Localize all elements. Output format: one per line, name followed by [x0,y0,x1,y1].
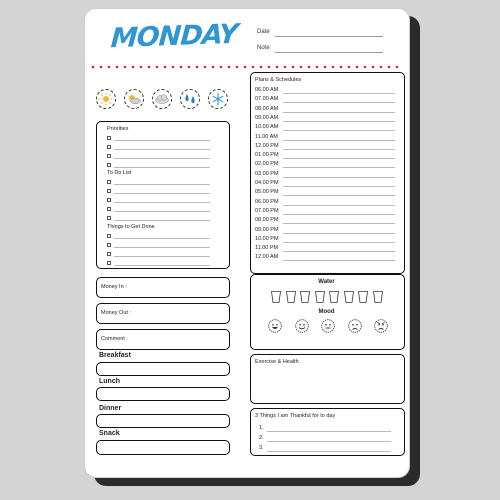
todo-checkbox[interactable] [107,198,111,202]
comment-box[interactable] [96,329,230,350]
schedule-line[interactable] [283,140,395,141]
schedule-time: 10.00 PM [255,235,279,242]
schedule-box [250,72,405,274]
date-line [275,36,383,37]
cloud-icon [152,89,172,109]
exercise-box[interactable] [250,354,405,404]
lunch-label: Lunch [99,378,120,385]
schedule-line[interactable] [283,186,395,187]
todo-label: To Do List [107,170,132,176]
schedule-time: 06.00 AM [255,87,279,93]
angry-face-icon[interactable] [374,319,388,333]
breakfast-box[interactable] [96,362,230,376]
snack-box[interactable] [96,440,230,455]
things-checkbox[interactable] [107,243,111,247]
things-label: Things to Get Done [107,224,155,230]
schedule-time: 01.00 PM [255,152,279,159]
money-out-box[interactable] [96,303,230,324]
snack-label: Snack [99,430,120,437]
things-checkbox[interactable] [107,234,111,238]
priority-checkbox[interactable] [107,163,111,167]
schedule-line[interactable] [283,167,395,168]
schedule-time: 07.00 AM [255,96,279,103]
schedule-line[interactable] [283,214,395,215]
schedule-line[interactable] [283,130,395,131]
priority-line[interactable] [114,167,210,168]
thankful-number: 3. [259,445,264,451]
schedule-time: 05.00 PM [255,189,279,196]
schedule-line[interactable] [283,177,395,178]
water-glass-icon[interactable] [329,290,339,302]
schedule-time: 06.00 PM [255,198,279,205]
schedule-time: 12.00 AM [255,254,279,261]
water-glass-icon[interactable] [358,290,368,302]
water-glass-icon[interactable] [300,290,310,302]
date-label: Date [257,29,270,35]
thankful-number: 2. [259,435,264,441]
schedule-time: 09.00 PM [255,226,279,233]
priority-checkbox[interactable] [107,136,111,140]
things-checkbox[interactable] [107,261,111,265]
lunch-box[interactable] [96,387,230,401]
partly-cloudy-icon [124,89,144,109]
schedule-line[interactable] [283,102,395,103]
note-line [275,52,383,53]
schedule-time: 07.00 PM [255,207,279,214]
things-line[interactable] [114,265,210,266]
schedule-line[interactable] [283,121,395,122]
things-line[interactable] [114,256,210,257]
mood-label: Mood [318,309,335,315]
todo-line[interactable] [114,184,210,185]
schedule-time: 11.00 AM [255,133,278,140]
dinner-box[interactable] [96,414,230,428]
todo-checkbox[interactable] [107,189,111,193]
todo-checkbox[interactable] [107,180,111,184]
breakfast-label: Breakfast [99,352,131,359]
schedule-time: 02.00 PM [255,161,279,168]
schedule-line[interactable] [283,205,395,206]
money-in-box[interactable] [96,277,230,298]
water-glass-icon[interactable] [315,290,325,302]
water-label: Water [318,279,335,285]
tasks-box [96,121,230,269]
todo-checkbox[interactable] [107,216,111,220]
schedule-time: 08.00 PM [255,217,279,224]
schedule-title: Plans & Schedules [255,77,302,83]
schedule-time: 08.00 AM [255,105,279,112]
schedule-time: 04.00 PM [255,180,279,186]
happy-face-icon[interactable] [295,319,309,333]
things-checkbox[interactable] [107,252,111,256]
snowflake-icon [208,89,228,109]
sun-icon [96,89,116,109]
comment-label: Comment : [101,336,128,342]
priority-line[interactable] [114,149,210,150]
todo-line[interactable] [114,211,210,212]
priority-line[interactable] [114,140,210,141]
excited-face-icon[interactable] [268,319,282,333]
things-line[interactable] [114,247,210,248]
thankful-line[interactable] [267,441,391,442]
schedule-line[interactable] [283,149,395,150]
priority-line[interactable] [114,158,210,159]
todo-line[interactable] [114,193,210,194]
water-mood-box [250,274,405,350]
schedule-line[interactable] [283,93,395,94]
schedule-time: 11.00 PM [255,245,279,252]
schedule-line[interactable] [283,233,395,234]
day-title: MONDAY [109,18,239,55]
schedule-time: 03.00 PM [255,170,279,177]
thankful-box [250,408,405,456]
priority-checkbox[interactable] [107,154,111,158]
priorities-label: Priorities [107,126,129,132]
schedule-line[interactable] [283,223,395,224]
rain-drops-icon [180,89,200,109]
thankful-number: 1. [259,425,264,431]
exercise-label: Exercise & Health [255,359,299,365]
schedule-line[interactable] [283,242,395,243]
dotted-divider [91,65,403,69]
thankful-line[interactable] [267,451,391,452]
schedule-time: 10.00 AM [255,124,279,131]
schedule-time: 09.00 AM [255,114,279,121]
schedule-line[interactable] [283,260,395,261]
dinner-label: Dinner [99,405,122,412]
todo-line[interactable] [114,202,210,203]
sad-face-icon[interactable] [348,319,362,333]
schedule-line[interactable] [283,112,395,113]
water-glass-icon[interactable] [271,290,281,302]
note-label: Note [257,45,270,51]
neutral-face-icon[interactable] [321,319,335,333]
money-in-label: Money In : [101,284,127,290]
schedule-time: 12.00 PM [255,142,279,149]
planner-page [84,8,410,478]
schedule-line[interactable] [283,195,395,196]
water-glass-icon[interactable] [344,290,354,302]
schedule-line[interactable] [283,251,395,252]
schedule-line[interactable] [283,158,395,159]
thankful-label: 3 Things I am Thankful for to day [255,413,336,419]
thankful-line[interactable] [267,431,391,432]
priority-checkbox[interactable] [107,145,111,149]
todo-line[interactable] [114,220,210,221]
water-glass-icon[interactable] [373,290,383,302]
money-out-label: Money Out : [101,310,131,316]
todo-checkbox[interactable] [107,207,111,211]
water-glass-icon[interactable] [286,290,296,302]
things-line[interactable] [114,238,210,239]
